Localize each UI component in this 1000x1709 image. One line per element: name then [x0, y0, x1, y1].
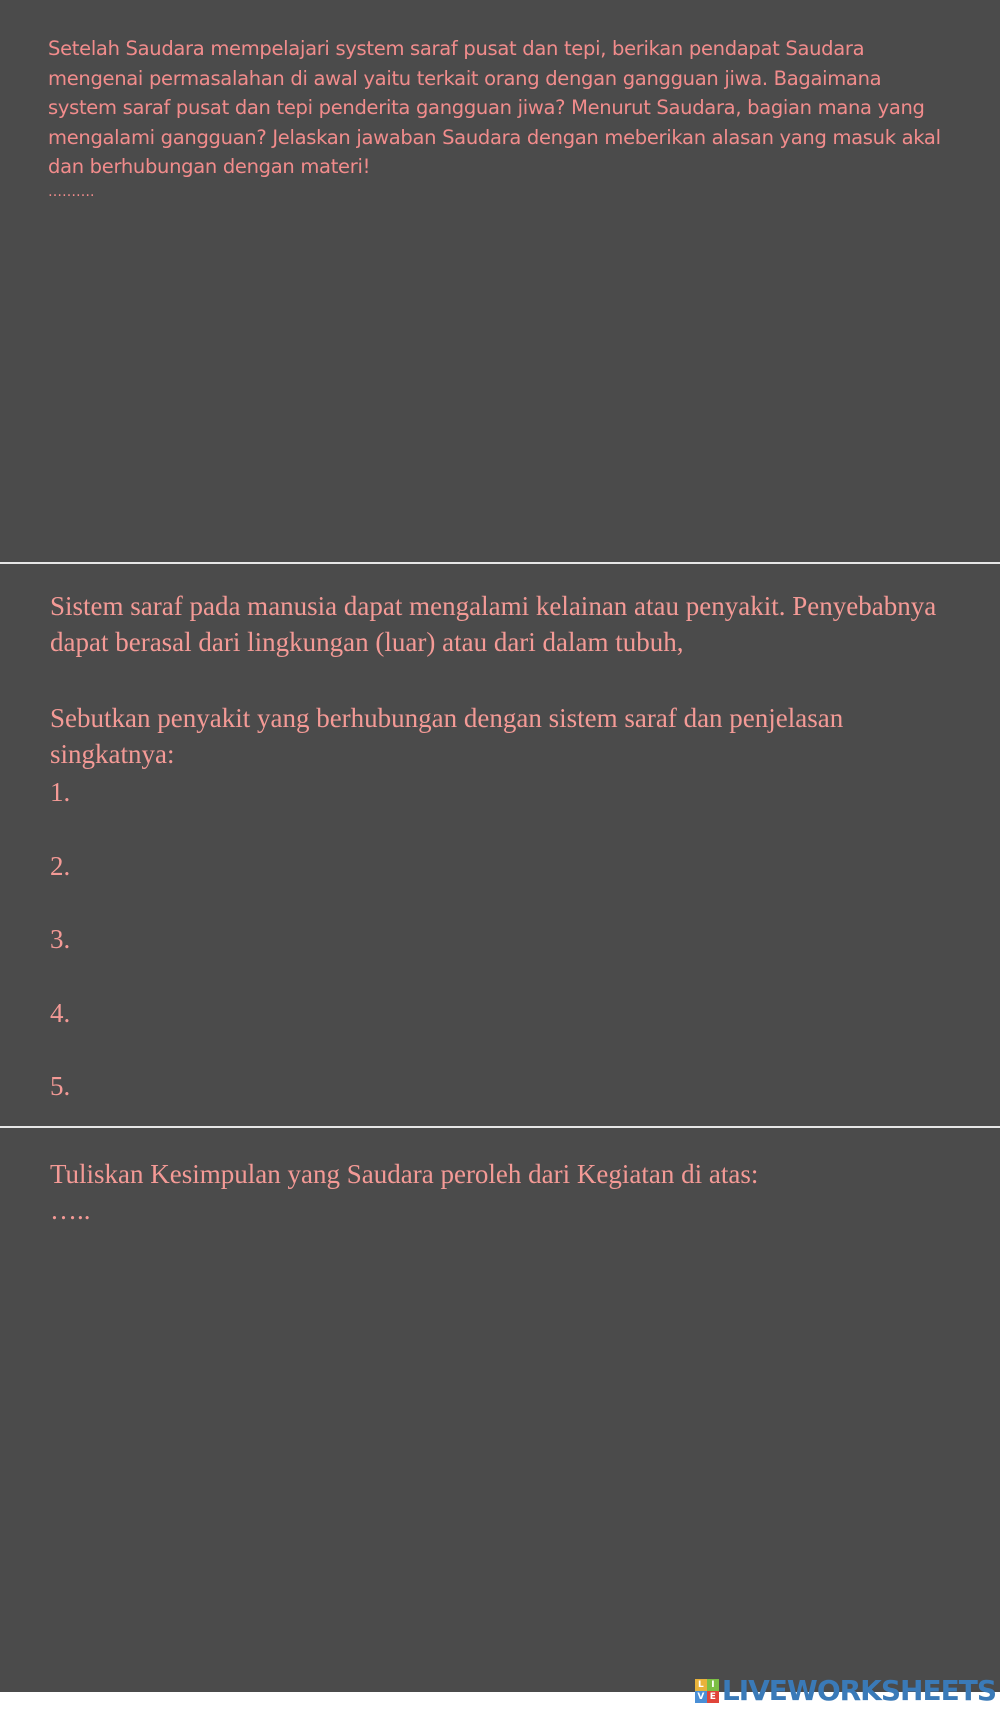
answer-item-1[interactable]: 1.	[50, 777, 71, 807]
brand-name: LIVEWORKSHEETS	[721, 1674, 996, 1707]
activity-3-section	[0, 1128, 1000, 1692]
answer-item-2[interactable]: 2.	[50, 851, 71, 881]
liveworksheets-logo-icon	[695, 1679, 719, 1703]
liveworksheets-brand	[695, 1676, 996, 1706]
activity-3-answer-field[interactable]: …..	[50, 1195, 91, 1225]
activity-1-prompt: Setelah Saudara mempelajari system saraf pusat dan tepi, berikan pendapat Saudara mengenai permasalahan di awal yaitu terkait orang dengan gangguan jiwa. Bagaimana system saraf pusat dan tepi penderita gangguan jiwa? Menurut Saudara, bagian mana yang mengalami gangguan? Jelaskan jawaban Saudara dengan meberikan alasan yang masuk akal dan berhubungan dengan materi!	[48, 37, 941, 178]
logo-letter-i: I	[707, 1679, 719, 1691]
logo-letter-v: V	[695, 1691, 707, 1703]
answer-item-5[interactable]: 5.	[50, 1071, 71, 1101]
answer-item-4[interactable]: 4.	[50, 998, 71, 1028]
logo-letter-e: E	[707, 1691, 719, 1703]
answer-item-3[interactable]: 3.	[50, 924, 71, 954]
activity-3-question: Tuliskan Kesimpulan yang Saudara peroleh dari Kegiatan di atas:	[50, 1159, 759, 1189]
activity-1-section	[0, 0, 1000, 562]
activity-1-answer-field[interactable]: ……….	[48, 184, 95, 200]
activity-2-question: Sebutkan penyakit yang berhubungan dengan sistem saraf dan penjelasan singkatnya:	[50, 703, 844, 769]
activity-2-intro: Sistem saraf pada manusia dapat mengalami kelainan atau penyakit. Penyebabnya dapat berasal dari lingkungan (luar) atau dari dalam tubuh,	[50, 591, 937, 657]
logo-letter-l: L	[695, 1679, 707, 1691]
